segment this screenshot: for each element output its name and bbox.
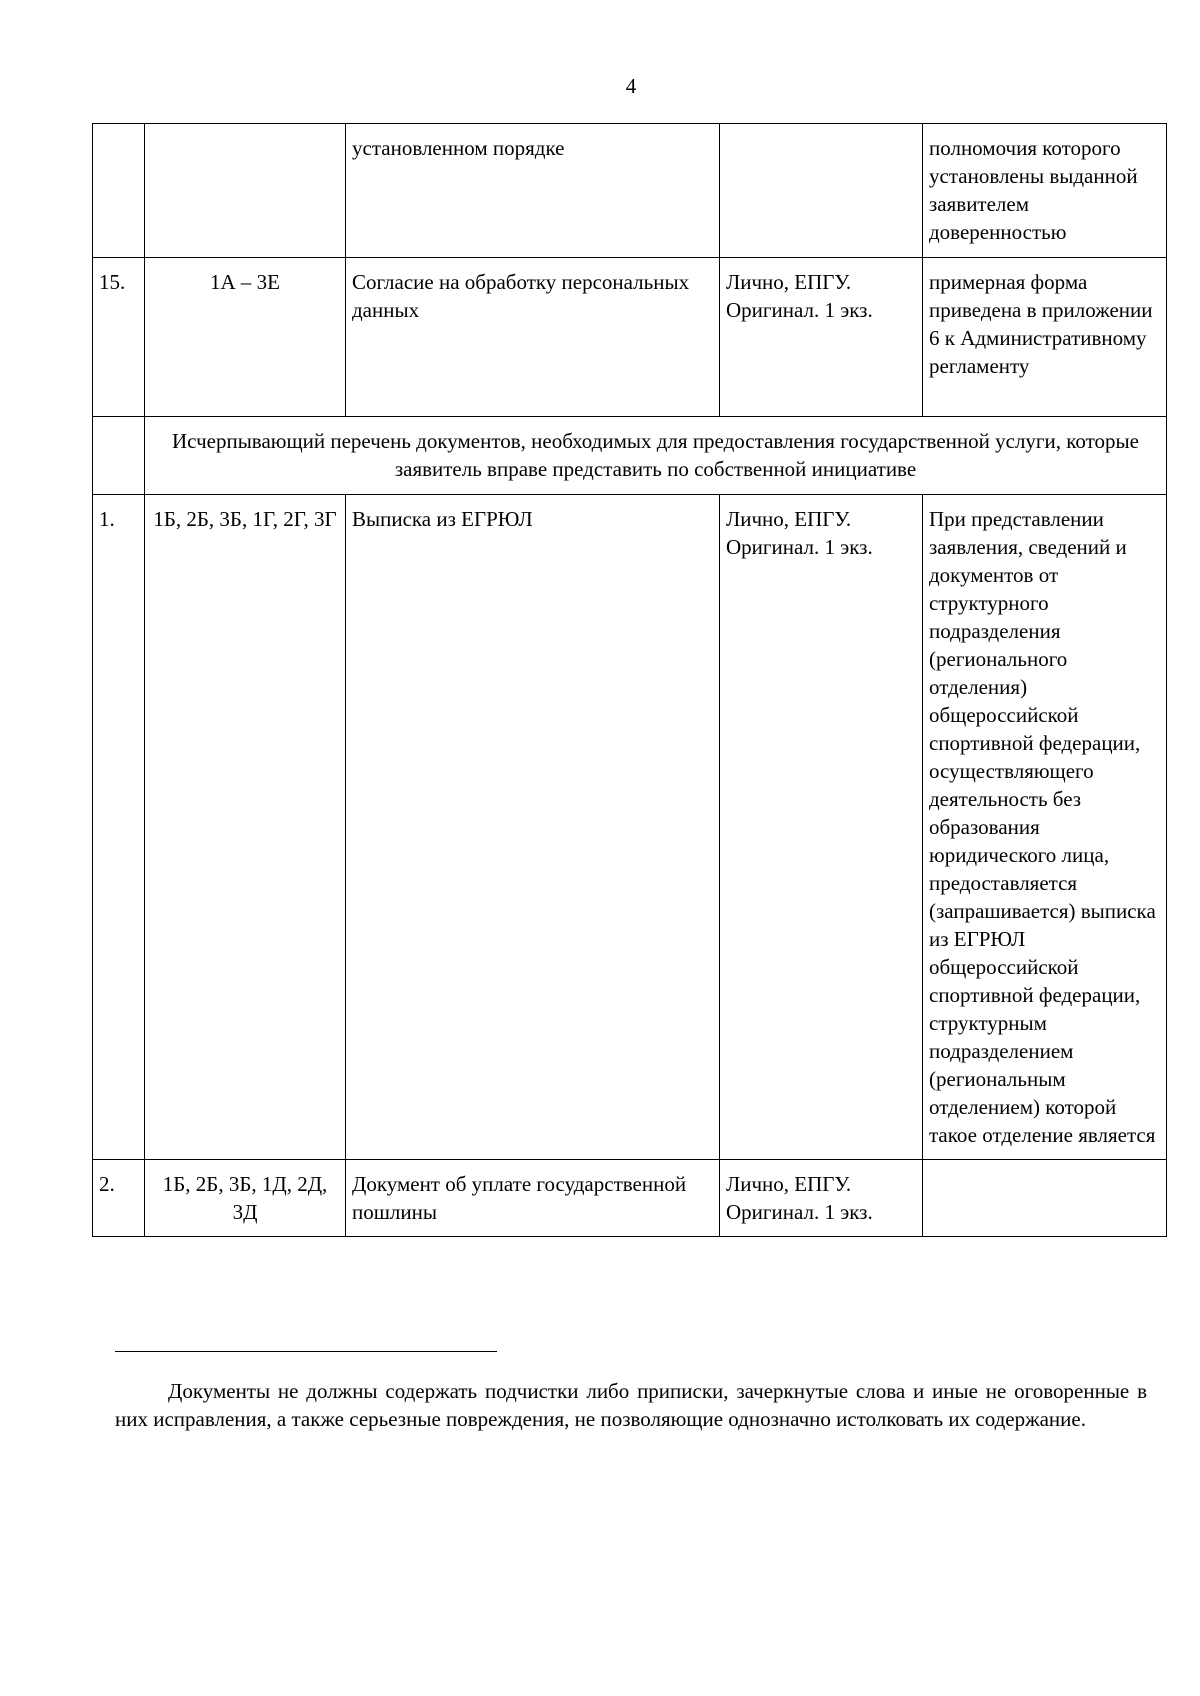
document-name: Документ об уплате государственной пошлины [346, 1160, 720, 1237]
applicant-codes: 1Б, 2Б, 3Б, 1Г, 2Г, 3Г [145, 495, 346, 1160]
document-name: Выписка из ЕГРЮЛ [346, 495, 720, 1160]
applicant-codes [145, 124, 346, 258]
document-note: При представлении заявления, сведений и документов от структурного подразделения (регионального отделения) общероссийской спортивной федерации, осуществляющего деятельность без образования юридического лица, предоставляется (запрашивается) выписка из ЕГРЮЛ общероссийской спортивной федерации, структурным подразделением (региональным отделением) которой такое отделение является [923, 495, 1167, 1160]
table-row [93, 1160, 1167, 1237]
submission-method: Лично, ЕПГУ. Оригинал. 1 экз. [720, 495, 923, 1160]
document-note: полномочия которого установлены выданной заявителем доверенностью [923, 124, 1167, 258]
section-heading: Исчерпывающий перечень документов, необходимых для предоставления государственной услуги, которые заявитель вправе представить по собственной инициативе [145, 417, 1167, 495]
document-note [923, 1160, 1167, 1237]
table-row [93, 495, 1167, 1160]
footnote-text: Документы не должны содержать подчистки либо приписки, зачеркнутые слова и иные не оговоренные в них исправления, а также серьезные повреждения, не позволяющие однозначно истолковать их содержание. [115, 1379, 1147, 1431]
submission-method [720, 124, 923, 258]
section-heading-spacer [93, 417, 145, 495]
table-row [93, 258, 1167, 417]
document-name: Согласие на обработку персональных данных [346, 258, 720, 417]
applicant-codes: 1Б, 2Б, 3Б, 1Д, 2Д, 3Д [145, 1160, 346, 1237]
row-number: 2. [93, 1160, 145, 1237]
row-number: 15. [93, 258, 145, 417]
row-number: 1. [93, 495, 145, 1160]
applicant-codes: 1А – 3Е [145, 258, 346, 417]
documents-table [92, 123, 1167, 1237]
table-row [93, 124, 1167, 258]
document-name: установленном порядке [346, 124, 720, 258]
footnote-divider [115, 1351, 497, 1352]
section-heading-row [93, 417, 1167, 495]
submission-method: Лично, ЕПГУ. Оригинал. 1 экз. [720, 1160, 923, 1237]
submission-method: Лично, ЕПГУ. Оригинал. 1 экз. [720, 258, 923, 417]
document-note: примерная форма приведена в приложении 6 к Административному регламенту [923, 258, 1167, 417]
page-number: 4 [625, 74, 637, 98]
row-number [93, 124, 145, 258]
